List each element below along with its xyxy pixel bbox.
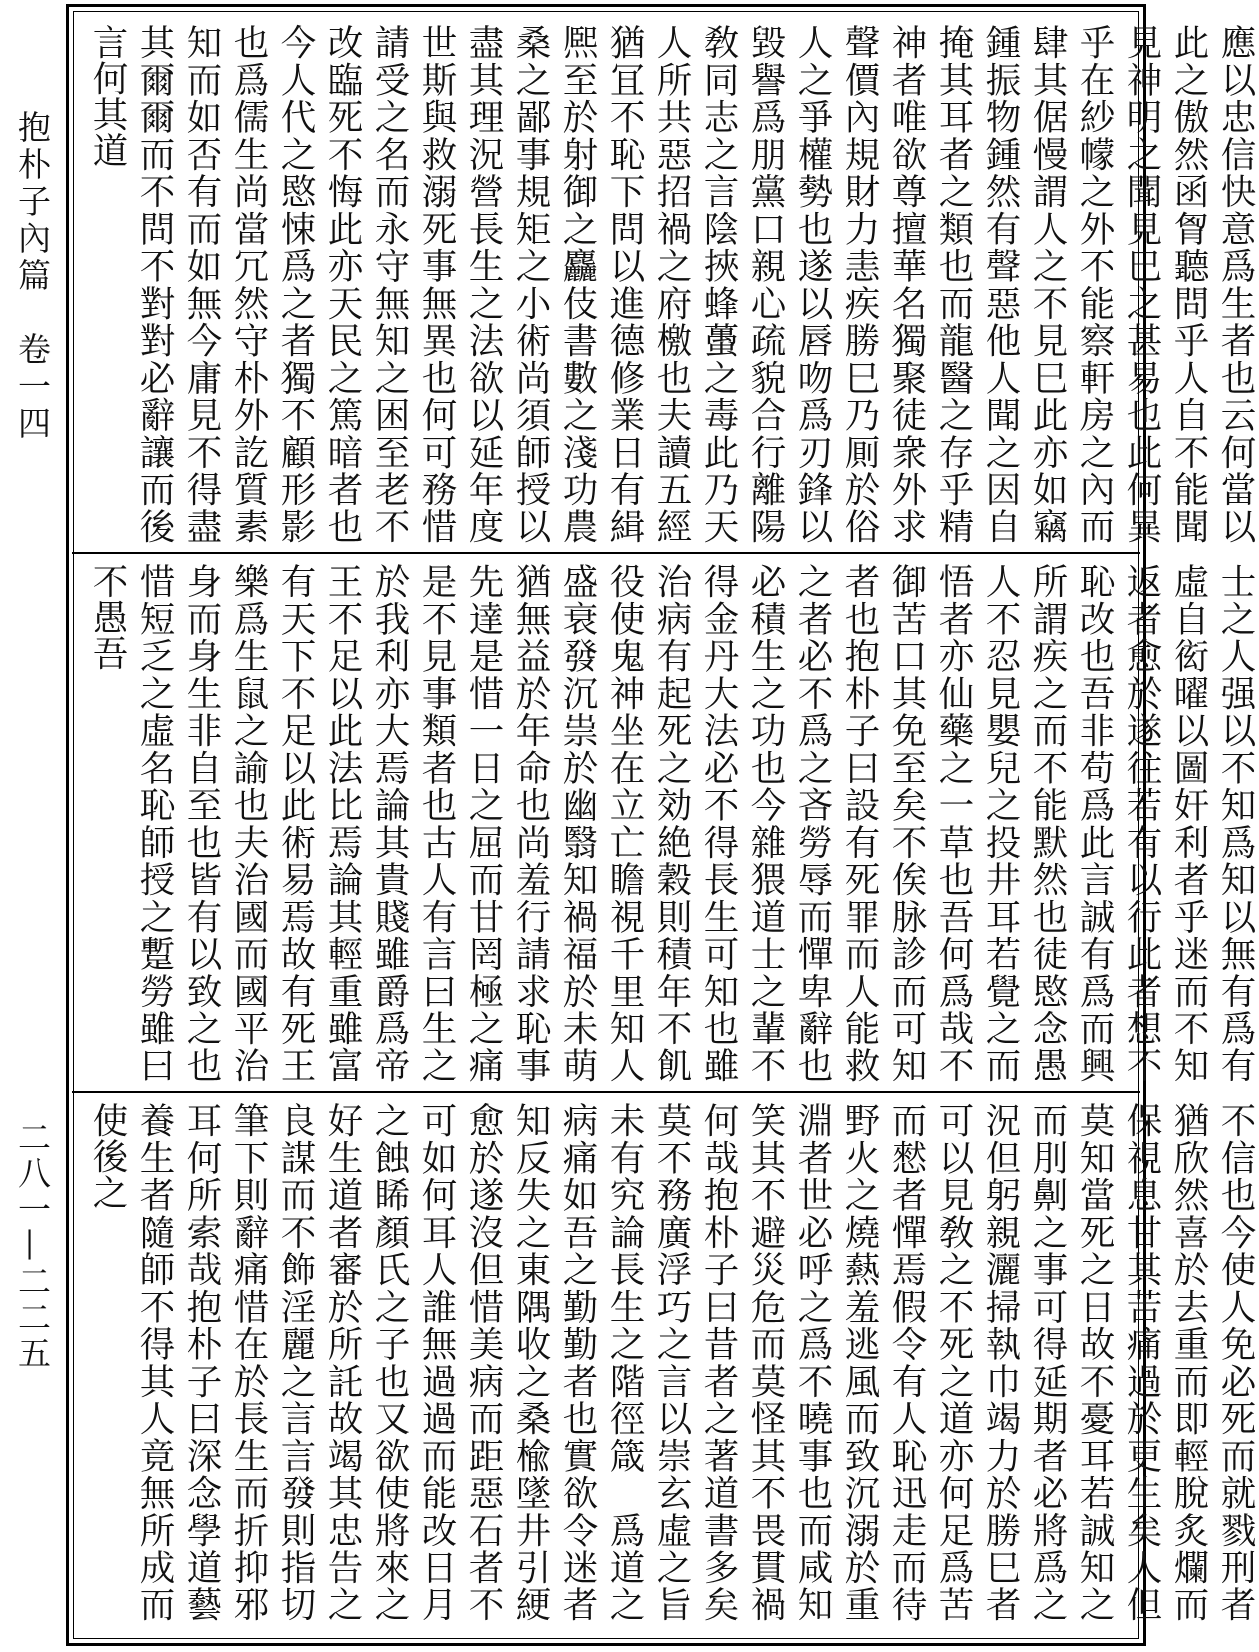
panel-text: 不信也今使人免必死而就戮刑者猶欣然喜於去重而即輕脫炙爛而保視息甘其苦痛過於更生矣人但莫知當死之日故不憂耳若誠知之而刖劓之事可得延期者必將爲之況但躬親灑掃執巾竭力於勝巳者可以見敎之不死之道亦何足爲苦而憖者憚焉假令有人恥迅走而待野火之燒爇羞逃風而致沉溺於重淵者世必呼之爲不曉事也而咸知笑其不避災危而莫怪其不畏貫禍何哉抱朴子曰昔者之著道書多矣莫不務廣浮巧之言以崇玄虛之旨未有究論長生之階徑箴 爲道之病痛如吾之勤勤者也實欲令迷者知反失之東隅收之桑楡墜井引綆愈於遂沒但惜美病而距惡石者不可如何耳人誰無過過而能改日月之蝕睎顏氏之子也又欲使將來之好生道者審於所託故竭其忠告之良謀而不飾淫麗之言言發則指切筆下則辭痛惜在於長生而折抑邪耳何所索哉抱朴子曰深念學道藝養生者隨師不得其人竟無所成而使後之 <box>87 1102 1256 1622</box>
panel-text: 應以忠信快意爲生者也云何當以此之傲然函胷聽問乎人自不能聞見神明之聞見巳之甚易也此何異乎在紗幪之外不能察軒房之內而肆其倨慢謂人之不見巳此亦如竊鍾振物鍾然有聲惡他人聞之因自掩其耳者之類也而龍醫之存乎精神者唯欲尊擅華名獨聚徒衆外求聲價內規財力恚疾勝巳乃厠於俗人之爭權勢也遂以唇吻爲刃鋒以毀譽爲朋黨口親心疏貌合行離陽敎同志之言陰挾蜂蠆之毒此乃天人所共惡招禍之府檄也夫讀五經猶冝不恥下問以進德修業日有緝熈至於射御之麤伎書數之淺功農桑之鄙事規矩之小術尚須師授以盡其理況營長生之法欲以延年度世斯與救溺死事無異也何可務惜請受之名而永守無知之困至老不改臨死不悔此亦天民之篤暗者也今人代之愍悚爲之者獨不顧形影也爲儒生尚當冗然守朴外訖質素知而如否有而如無今庸見不得盡其爾爾而不問不對對必辭讓而後言何其道 <box>87 24 1256 544</box>
margin-title: 抱朴子內篇 卷一四 <box>13 110 52 443</box>
text-panel-bottom <box>66 1094 1256 1629</box>
text-panel-top <box>66 16 1256 551</box>
panel-divider <box>72 552 1140 554</box>
panel-text: 士之人强以不知爲知以無有爲有虛自衒曜以圖奸利者乎迷而不知返者愈於遂往若有以行此者想不恥改也吾非苟爲此言誠有爲而興所謂疾之而不能默然也徒愍念愚人不忍見嬰兒之投井耳若覺之而悟者亦仙藥之一草也吾何爲哉不御苦口其免至矣不俟脉診而可知者也抱朴子曰設有死罪而人能救之者必不爲之吝勞辱而憚卑辭也必積生之功也今雜猥道士之輩不得金丹大法必不得長生可知也雖治病有起死之効絶穀則積年不飢役使鬼神坐在立亡瞻視千里知人盛衰發沉祟於幽翳知禍福於未萌猶無益於年命也尚羞行請求恥事先達是惜一日之屈而甘罔極之痛是不見事類者也古人有言曰生之於我利亦大焉論其貴賤雖爵爲帝王不足以此法比焉論其輕重雖富有天下不足以此術易焉故有死王樂爲生鼠之諭也夫治國而國平治身而身生非自至也皆有以致之也惜短乏之虛名恥師授之蹔勞雖曰不愚吾 <box>87 563 1256 1083</box>
text-panel-middle <box>66 555 1256 1090</box>
margin-page-number: 二八一—二二五 <box>13 1120 52 1372</box>
panel-divider <box>72 1091 1140 1093</box>
